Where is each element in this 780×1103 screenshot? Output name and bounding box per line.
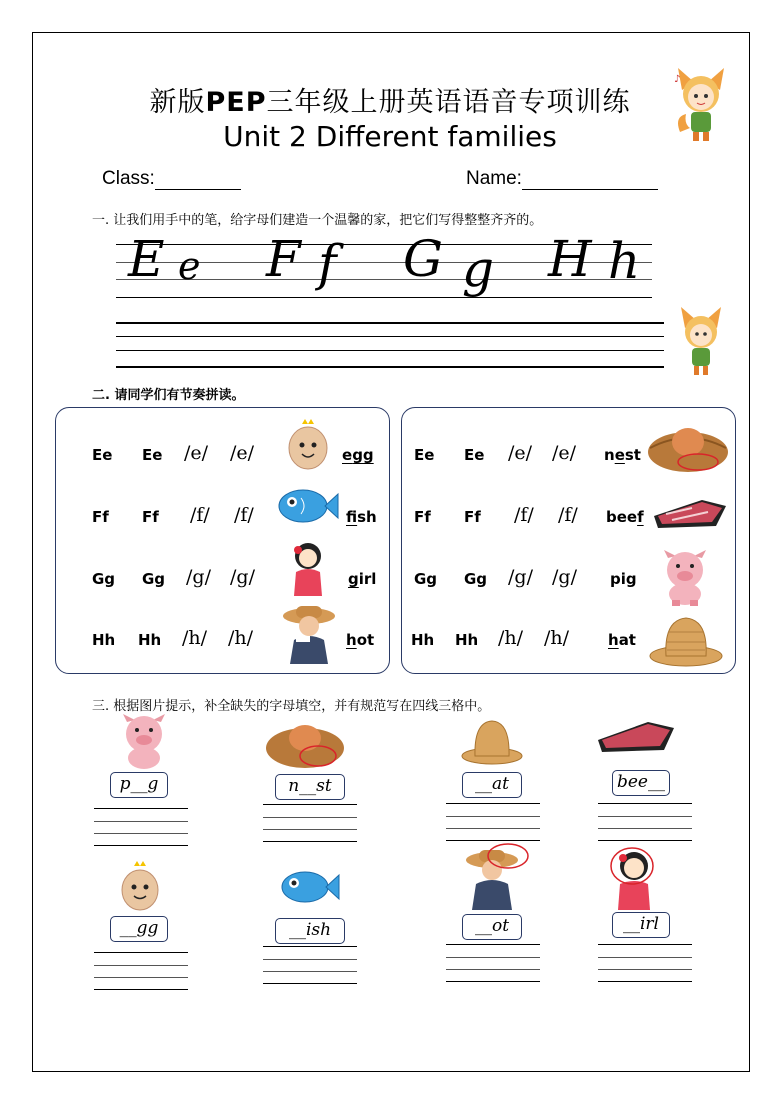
missing-letter-word: __ot	[462, 914, 522, 940]
missing-letter-word: __ish	[275, 918, 345, 944]
missing-letter-word: n__st	[275, 774, 345, 800]
answer-fourline[interactable]	[446, 803, 540, 841]
hot-man-icon	[458, 840, 532, 910]
beef-icon	[596, 718, 676, 754]
missing-letter-word: p__g	[110, 772, 168, 798]
answer-fourline[interactable]	[598, 803, 692, 841]
pig-icon	[115, 712, 173, 770]
nest-icon	[264, 716, 346, 770]
answer-fourline[interactable]	[598, 944, 692, 982]
class-field: Class:	[102, 168, 241, 190]
answer-fourline[interactable]	[94, 952, 188, 990]
missing-letter-word: __gg	[110, 916, 168, 942]
nest-icon	[646, 418, 730, 474]
fish-icon	[275, 484, 339, 528]
egg-icon	[283, 418, 333, 472]
answer-fourline[interactable]	[94, 808, 188, 846]
missing-letter-word: __irl	[612, 912, 670, 938]
cartoon-fox-girl-icon	[676, 302, 726, 380]
beef-icon	[652, 496, 728, 530]
girl-icon	[608, 846, 666, 910]
name-field: Name:	[466, 168, 658, 190]
missing-letter-word: __at	[462, 772, 522, 798]
hat-icon	[648, 612, 724, 668]
class-input-line[interactable]	[155, 170, 241, 190]
egg-icon	[116, 860, 164, 912]
name-input-line[interactable]	[522, 170, 658, 190]
girl-icon	[288, 540, 328, 596]
page-title: 新版PEP三年级上册英语语音专项训练	[149, 87, 631, 118]
section3-instruction: 三. 根据图片提示，补全缺失的字母填空，并有规范写在四线三格中。	[92, 699, 491, 714]
hot-man-icon	[278, 602, 340, 664]
hat-icon	[460, 716, 524, 766]
section1-instruction: 一. 让我们用手中的笔，给字母们建造一个温馨的家，把它们写得整整齐齐的。	[92, 213, 543, 228]
answer-fourline[interactable]	[263, 946, 357, 984]
answer-fourline[interactable]	[446, 944, 540, 982]
letter-demo: E e F f G g H h	[128, 230, 643, 298]
cartoon-fox-girl-icon	[672, 62, 730, 144]
answer-fourline[interactable]	[263, 804, 357, 842]
page-subtitle: Unit 2 Different families	[223, 120, 557, 153]
fish-icon	[278, 866, 340, 908]
svg-text:♪: ♪	[674, 74, 681, 85]
missing-letter-word: bee__	[612, 770, 670, 796]
practice-fourline[interactable]	[116, 322, 664, 368]
pig-icon	[656, 548, 714, 606]
section2-instruction: 二. 请同学们有节奏拼读。	[92, 388, 245, 403]
